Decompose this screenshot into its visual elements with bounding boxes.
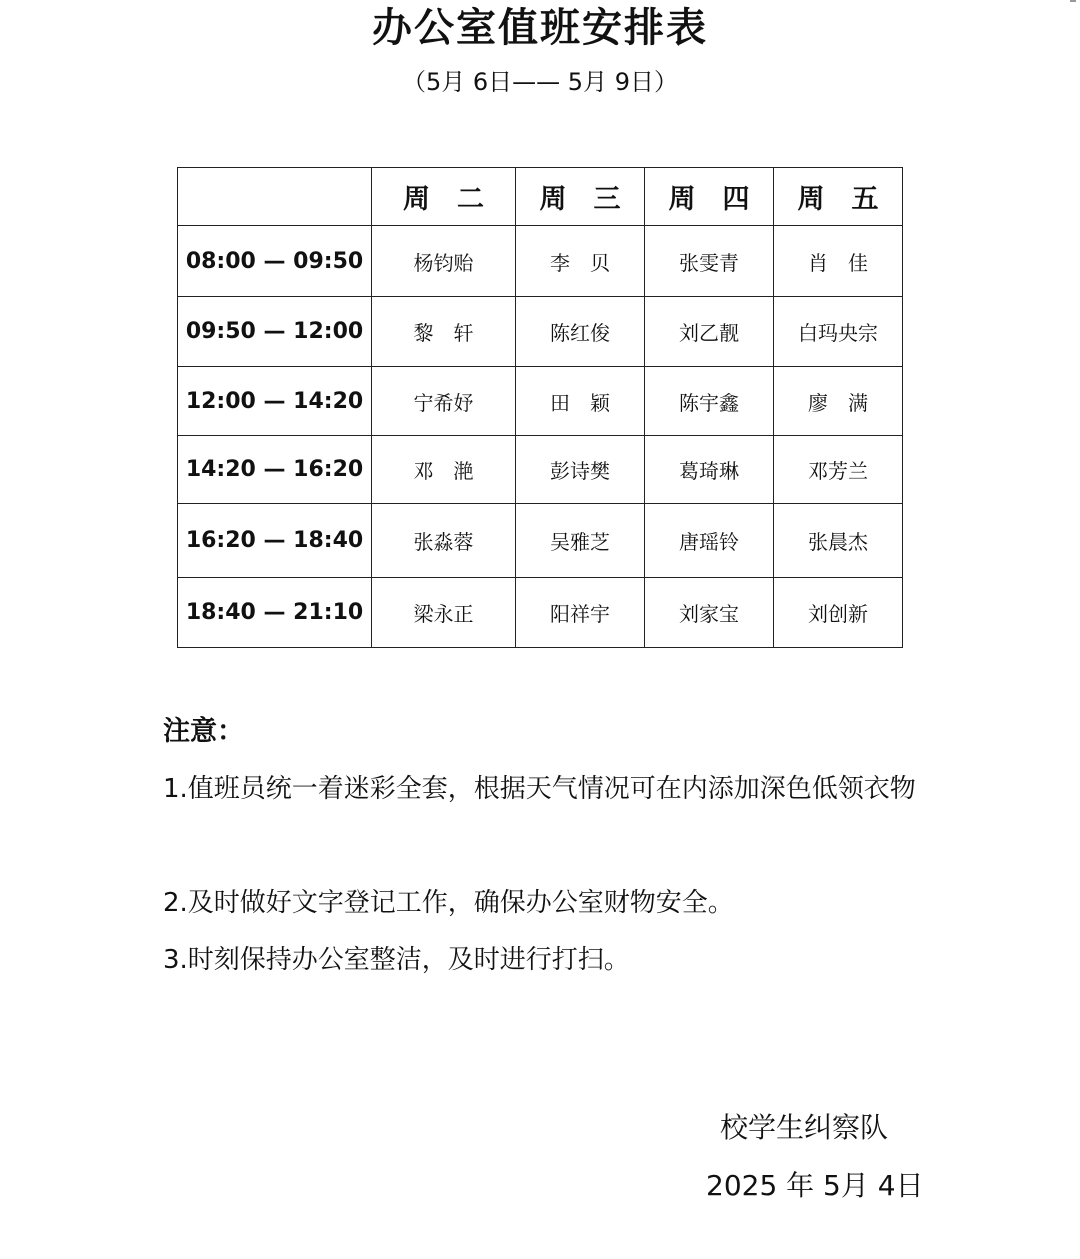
header-day-wed: 周 三 [516,168,645,226]
duty-name: 杨钧贻 [372,226,516,297]
duty-name: 阳祥宇 [516,578,645,648]
duty-name: 葛琦琳 [645,436,774,504]
notes-heading: 注意： [163,716,244,747]
header-day-thu: 周 四 [645,168,774,226]
header-day-fri: 周 五 [774,168,903,226]
duty-name: 李 贝 [516,226,645,297]
time-slot: 09:50 — 12:00 [178,297,372,367]
duty-name: 刘家宝 [645,578,774,648]
duty-name: 肖 佳 [774,226,903,297]
duty-name: 梁永正 [372,578,516,648]
duty-name: 张晨杰 [774,504,903,578]
duty-name: 邓芳兰 [774,436,903,504]
duty-name: 黎 轩 [372,297,516,367]
duty-name: 唐瑶铃 [645,504,774,578]
table-row [178,504,903,578]
duty-name: 陈宇鑫 [645,367,774,436]
duty-name: 廖 满 [774,367,903,436]
note-item-3: 3.时刻保持办公室整洁，及时进行打扫。 [163,945,630,975]
duty-schedule-table [177,167,903,648]
duty-name: 彭诗樊 [516,436,645,504]
signature-organization: 校学生纠察队 [720,1111,889,1144]
time-slot: 14:20 — 16:20 [178,436,372,504]
duty-name: 刘创新 [774,578,903,648]
duty-name: 张淼蓉 [372,504,516,578]
table-row [178,297,903,367]
corner-mark [1070,0,1076,2]
duty-name: 陈红俊 [516,297,645,367]
table-row [178,436,903,504]
signature-date: 2025 年 5月 4日 [706,1169,924,1202]
table-row [178,578,903,648]
time-slot: 08:00 — 09:50 [178,226,372,297]
duty-name: 张雯青 [645,226,774,297]
time-slot: 12:00 — 14:20 [178,367,372,436]
duty-name: 吴雅芝 [516,504,645,578]
note-item-1: 1.值班员统一着迷彩全套，根据天气情况可在内添加深色低领衣物 [163,774,916,804]
date-range-subtitle: （5月 6日—— 5月 9日） [402,68,678,96]
page-title: 办公室值班安排表 [372,5,708,51]
time-slot: 16:20 — 18:40 [178,504,372,578]
duty-name: 田 颖 [516,367,645,436]
table-row [178,367,903,436]
header-day-tue: 周 二 [372,168,516,226]
table-header-row [178,168,903,226]
note-item-2: 2.及时做好文字登记工作，确保办公室财物安全。 [163,888,734,918]
duty-name: 刘乙靓 [645,297,774,367]
time-slot: 18:40 — 21:10 [178,578,372,648]
duty-name: 宁希妤 [372,367,516,436]
duty-name: 邓 滟 [372,436,516,504]
duty-name: 白玛央宗 [774,297,903,367]
table-row [178,226,903,297]
header-empty-cell [178,168,372,226]
